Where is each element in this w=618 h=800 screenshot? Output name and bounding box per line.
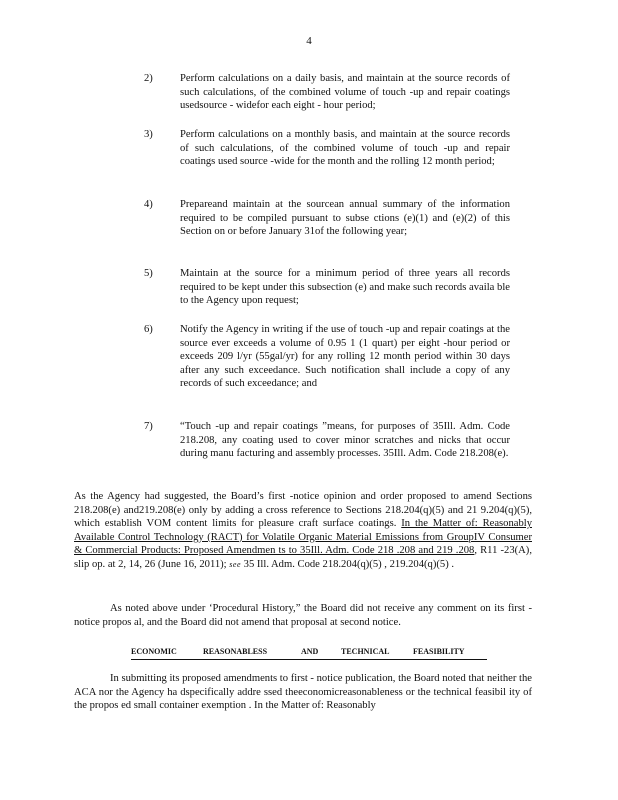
list-text: Perform calculations on a daily basis, and maintain at the source records of such calculations, of the combined volume of touch -up and repair coatings usedsource - widefor each eight - hour period; xyxy=(180,73,510,112)
section-heading xyxy=(131,645,487,660)
list-text: Perform calculations on a monthly basis, and maintain at the source records of such calculations, of the combined volume of touch -up and repair coatings used source -wide for the month and the rolling 12 month period; xyxy=(180,129,510,168)
heading-word: FEASIBILITY xyxy=(413,647,465,656)
list-number: 6) xyxy=(144,324,153,335)
list-text: Notify the Agency in writing if the use of touch -up and repair coatings at the source ever exceeds a volume of 0.95 1 (1 quart) per eight -hour period or exceeds 209 l/yr (55gal/yr) for any rolling 12 month period within 30 days after any such exceedance. Such notification shall include a copy of any records of such exceedance; and xyxy=(180,324,510,390)
citation-sections: 35 Ill. Adm. Code 218.204(q)(5) , 219.204(q)(5) . xyxy=(243,558,455,570)
paragraph-amendments xyxy=(74,490,532,572)
page-number: 4 xyxy=(306,35,312,47)
list-number: 7) xyxy=(144,421,153,432)
citation-docket: , R11 -23(A), slip op. at 2, 14, 26 (June 16, 2011); xyxy=(74,545,532,570)
heading-word: TECHNICAL xyxy=(341,647,390,656)
heading-word: REASONABLESS xyxy=(203,647,268,656)
see-signal: see xyxy=(229,559,241,569)
list-number: 5) xyxy=(144,268,153,279)
paragraph-procedural: As noted above under ‘Procedural History,” the Board did not receive any comment on its first - notice propos al, and the Board did not amend that proposal at second notice. xyxy=(74,603,532,628)
list-text: Prepareand maintain at the sourcean annual summary of the information required to be compiled pursuant to subse ctions (e)(1) and (e)(2) of this Section on or before January 31of the following year; xyxy=(180,199,510,238)
heading-word: AND xyxy=(301,647,319,656)
list-number: 2) xyxy=(144,73,153,84)
list-text: Maintain at the source for a minimum period of three years all records required to be kept under this subsection (e) and make such records availa ble to the Agency upon request; xyxy=(180,268,510,307)
list-number: 3) xyxy=(144,129,153,140)
paragraph-amendments-part1: As the Agency had suggested, the Board’s first -notice opinion and order proposed to amend Sections 218.208(e) and219.208(e) only by adding a cross reference to Sections 218.204(q)(5) and 21 9.204(q)(5), which establish VOM content limits for pleasure craft surface coatings. xyxy=(74,491,532,530)
list-number: 4) xyxy=(144,199,153,210)
heading-word: ECONOMIC xyxy=(131,647,177,656)
paragraph-economic: In submitting its proposed amendments to first - notice publication, the Board noted that neither the ACA nor the Agency ha dspecifically addre ssed theeconomicreasonableness or the technical feasibil ity of the propos ed small container exemption . In the Matter of: Reasonably xyxy=(74,673,532,712)
case-citation: In the Matter of: Reasonably Available Control Technology (RACT) for Volatile Organic Material Emissions from GroupIV Consumer & Commercial Products: Proposed Amendmen ts to 35Ill. Adm. Code 218 .208 and 219 .208 xyxy=(74,518,532,557)
list-text: “Touch -up and repair coatings ”means, for purposes of 35Ill. Adm. Code 218.208, any coating used to cover minor scratches and nicks that occur during manu facturing and assembly processes. 35Ill. Adm. Code 218.208(e). xyxy=(180,421,510,460)
